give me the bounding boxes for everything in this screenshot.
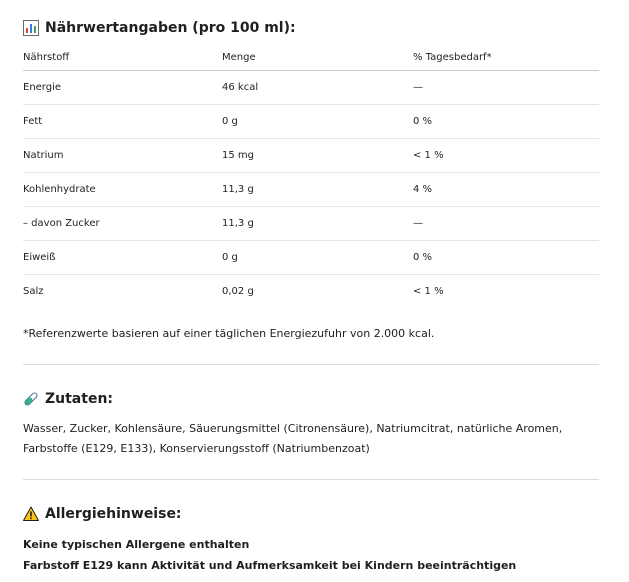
test-tube-icon bbox=[23, 391, 39, 407]
cell-daily-value: < 1 % bbox=[413, 286, 444, 297]
nutrition-heading bbox=[23, 16, 599, 40]
ingredients-section bbox=[23, 387, 599, 459]
cell-daily-value: 0 % bbox=[413, 241, 599, 275]
header-daily-value: % Tagesbedarf* bbox=[413, 44, 599, 71]
section-divider bbox=[23, 364, 599, 365]
warning-icon bbox=[23, 506, 39, 522]
table-row bbox=[23, 241, 599, 275]
cell-amount: 0,02 g bbox=[222, 286, 254, 297]
table-row bbox=[23, 173, 599, 207]
bar-chart-icon bbox=[23, 20, 39, 36]
section-divider bbox=[23, 479, 599, 480]
header-amount: Menge bbox=[222, 44, 413, 71]
header-nutrient: Nährstoff bbox=[23, 44, 222, 71]
product-info bbox=[23, 16, 599, 576]
cell-nutrient: Eiweiß bbox=[23, 241, 222, 275]
cell-daily-value: < 1 % bbox=[413, 139, 599, 173]
cell-amount: 46 kcal bbox=[222, 71, 413, 105]
nutrition-footnote: *Referenzwerte basieren auf einer täglichen Energiezufuhr von 2.000 kcal. bbox=[23, 327, 435, 340]
ingredients-heading bbox=[23, 387, 599, 411]
cell-nutrient: Fett bbox=[23, 105, 222, 139]
table-header-row bbox=[23, 44, 599, 71]
table-row bbox=[23, 207, 599, 241]
cell-amount: 11,3 g bbox=[222, 207, 413, 241]
nutrition-table bbox=[23, 44, 599, 308]
table-row bbox=[23, 275, 599, 309]
allergens-list bbox=[23, 534, 599, 576]
cell-daily-value: 4 % bbox=[413, 173, 599, 207]
allergens-heading bbox=[23, 502, 599, 526]
cell-amount: 11,3 g bbox=[222, 173, 413, 207]
cell-amount: 15 mg bbox=[222, 139, 413, 173]
allergen-line: Keine typischen Allergene enthalten bbox=[23, 538, 250, 551]
cell-daily-value: 0 % bbox=[413, 105, 599, 139]
cell-nutrient: Kohlenhydrate bbox=[23, 173, 222, 207]
cell-amount: 0 g bbox=[222, 241, 413, 275]
nutrition-title: Nährwertangaben (pro 100 ml): bbox=[45, 20, 296, 36]
table-row bbox=[23, 139, 599, 173]
cell-nutrient: – davon Zucker bbox=[23, 207, 222, 241]
cell-nutrient: Salz bbox=[23, 286, 44, 297]
nutrition-section bbox=[23, 16, 599, 342]
cell-nutrient: Natrium bbox=[23, 139, 222, 173]
cell-amount: 0 g bbox=[222, 105, 413, 139]
table-row bbox=[23, 71, 599, 105]
ingredients-title: Zutaten: bbox=[45, 391, 114, 407]
table-row bbox=[23, 105, 599, 139]
allergens-section bbox=[23, 502, 599, 576]
allergens-title: Allergiehinweise: bbox=[45, 506, 182, 522]
cell-daily-value: — bbox=[413, 207, 599, 241]
ingredients-text: Wasser, Zucker, Kohlensäure, Säuerungsmittel (Citronensäure), Natriumcitrat, natürliche Aromen, Farbstoffe (E129, E133), Konservierungsstoff (Natriumbenzoat) bbox=[23, 422, 563, 455]
cell-daily-value: — bbox=[413, 71, 599, 105]
allergen-line: Farbstoff E129 kann Aktivität und Aufmerksamkeit bei Kindern beeinträchtigen bbox=[23, 559, 517, 572]
cell-nutrient: Energie bbox=[23, 71, 222, 105]
